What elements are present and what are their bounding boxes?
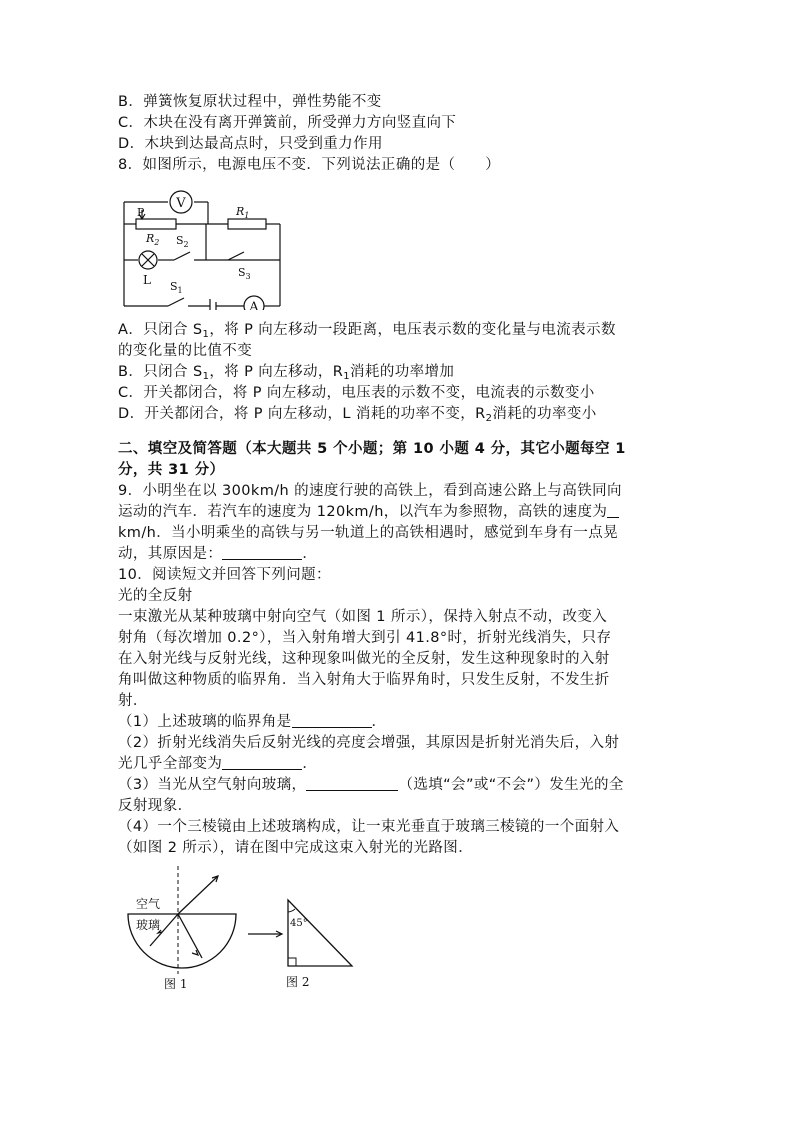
q10-sub2-line1: （2）折射光线消失后反射光线的亮度会增强，其原因是折射光消失后，入射 xyxy=(118,735,620,751)
q8-option-a-line1: A．只闭合 $S_1$，将 P 向左移动一段距离，电压表示数的变化量与电流表示数 xyxy=(118,322,616,340)
lamp-icon xyxy=(139,251,157,269)
q10-stem: 10．阅读短文并回答下列问题： xyxy=(118,567,331,583)
s2-label: $S_2$ xyxy=(176,234,189,249)
q10-blank-1[interactable] xyxy=(292,712,372,728)
figure-1-caption: 图 1 xyxy=(164,977,188,991)
q8-option-a-line2: 的变化量的比值不变 xyxy=(118,343,253,359)
spacer xyxy=(118,425,678,439)
q7-option-d: D．木块到达最高点时，只受到重力作用 xyxy=(118,136,383,152)
q9-line2: 运动的汽车．若汽车的速度为 120km/h，以汽车为参照物，高铁的速度为 xyxy=(118,502,678,523)
q8-stem: 8．如图所示，电源电压不变．下列说法正确的是（ ） xyxy=(118,157,501,173)
section-2-title-line2: 分，共 31 分） xyxy=(118,462,225,478)
q8-option-c: C．开关都闭合，将 P 向左移动，电压表的示数不变，电流表的示数变小 xyxy=(118,385,595,401)
circuit-diagram xyxy=(118,186,288,310)
s1-label: $S_1$ xyxy=(170,280,183,295)
figure-1-total-reflection xyxy=(122,862,242,992)
q10-sub3-line1: （3）当光从空气射向玻璃， （选填“会”或“不会”）发生光的全 xyxy=(118,777,624,793)
r1-label: $R_1$ xyxy=(236,205,250,220)
glass-label: 玻璃 xyxy=(136,918,161,932)
lamp-label: L xyxy=(143,273,151,287)
q10-sub4-line1: （4）一个三棱镜由上述玻璃构成，让一束光垂直于玻璃三棱镜的一个面射入 xyxy=(118,819,620,835)
q9-line3: km/h．当小明乘坐的高铁与另一轨道上的高铁相遇时，感觉到车身有一点晃 xyxy=(118,525,619,541)
s3-label: $S_3$ xyxy=(238,266,251,281)
voltmeter-label: V xyxy=(176,196,186,211)
q8-option-d: D．开关都闭合，将 P 向左移动，L 消耗的功率不变，$R_2$消耗的功率变小 xyxy=(118,406,597,424)
section-2-title-line1: 二、填空及简答题（本大题共 5 个小题；第 10 小题 4 分，其它小题每空 1 xyxy=(118,441,626,457)
q10-blank-2[interactable] xyxy=(222,754,302,770)
air-label: 空气 xyxy=(136,897,161,911)
q10-sub3-line2: 反射现象． xyxy=(118,798,193,814)
slider-p-label: P xyxy=(137,206,145,219)
figure-2-prism xyxy=(242,896,358,992)
q7-option-c: C．木块在没有离开弹簧前，所受弹力方向竖直向下 xyxy=(118,115,457,131)
r2-label: $R_2$ xyxy=(146,232,160,247)
q10-sub4-line2: （如图 2 所示），请在图中完成这束入射光的光路图． xyxy=(118,840,474,856)
q9-line1: 9．小明坐在以 300km/h 的速度行驶的高铁上，看到高速公路上与高铁同向 xyxy=(118,483,622,499)
q10-passage-line2: 射角（每次增加 0.2°），当入射角增大到引 41.8°时，折射光线消失，只存 xyxy=(118,630,612,646)
q9-blank-2[interactable] xyxy=(222,544,302,560)
q10-sub1: （1）上述玻璃的临界角是 ． xyxy=(118,714,387,730)
ammeter-label: A xyxy=(249,300,259,310)
q10-sub2-line2: 光几乎全部变为 ． xyxy=(118,756,318,772)
angle-label: 45° xyxy=(290,918,308,929)
q9-line4: 动，其原因是： ． xyxy=(118,546,318,562)
q8-option-b: B．只闭合 $S_1$，将 P 向左移动，$R_1$消耗的功率增加 xyxy=(118,364,455,382)
q10-passage-line3: 在入射光线与反射光线，这种现象叫做光的全反射，发生这种现象时的入射 xyxy=(118,651,610,667)
q9-blank-1[interactable] xyxy=(607,502,619,518)
q7-option-b: B．弹簧恢复原状过程中，弹性势能不变 xyxy=(118,94,382,110)
q10-passage-line1: 一束激光从某种玻璃中射向空气（如图 1 所示），保持入射点不动，改变入 xyxy=(118,609,608,625)
q10-passage-line4: 角叫做这种物质的临界角．当入射角大于临界角时，只发生反射，不发生折 xyxy=(118,672,610,688)
q10-blank-3[interactable] xyxy=(306,775,398,791)
q10-passage-title: 光的全反射 xyxy=(118,588,193,604)
q10-passage-line5: 射． xyxy=(118,693,148,709)
figure-2-caption: 图 2 xyxy=(286,975,310,989)
